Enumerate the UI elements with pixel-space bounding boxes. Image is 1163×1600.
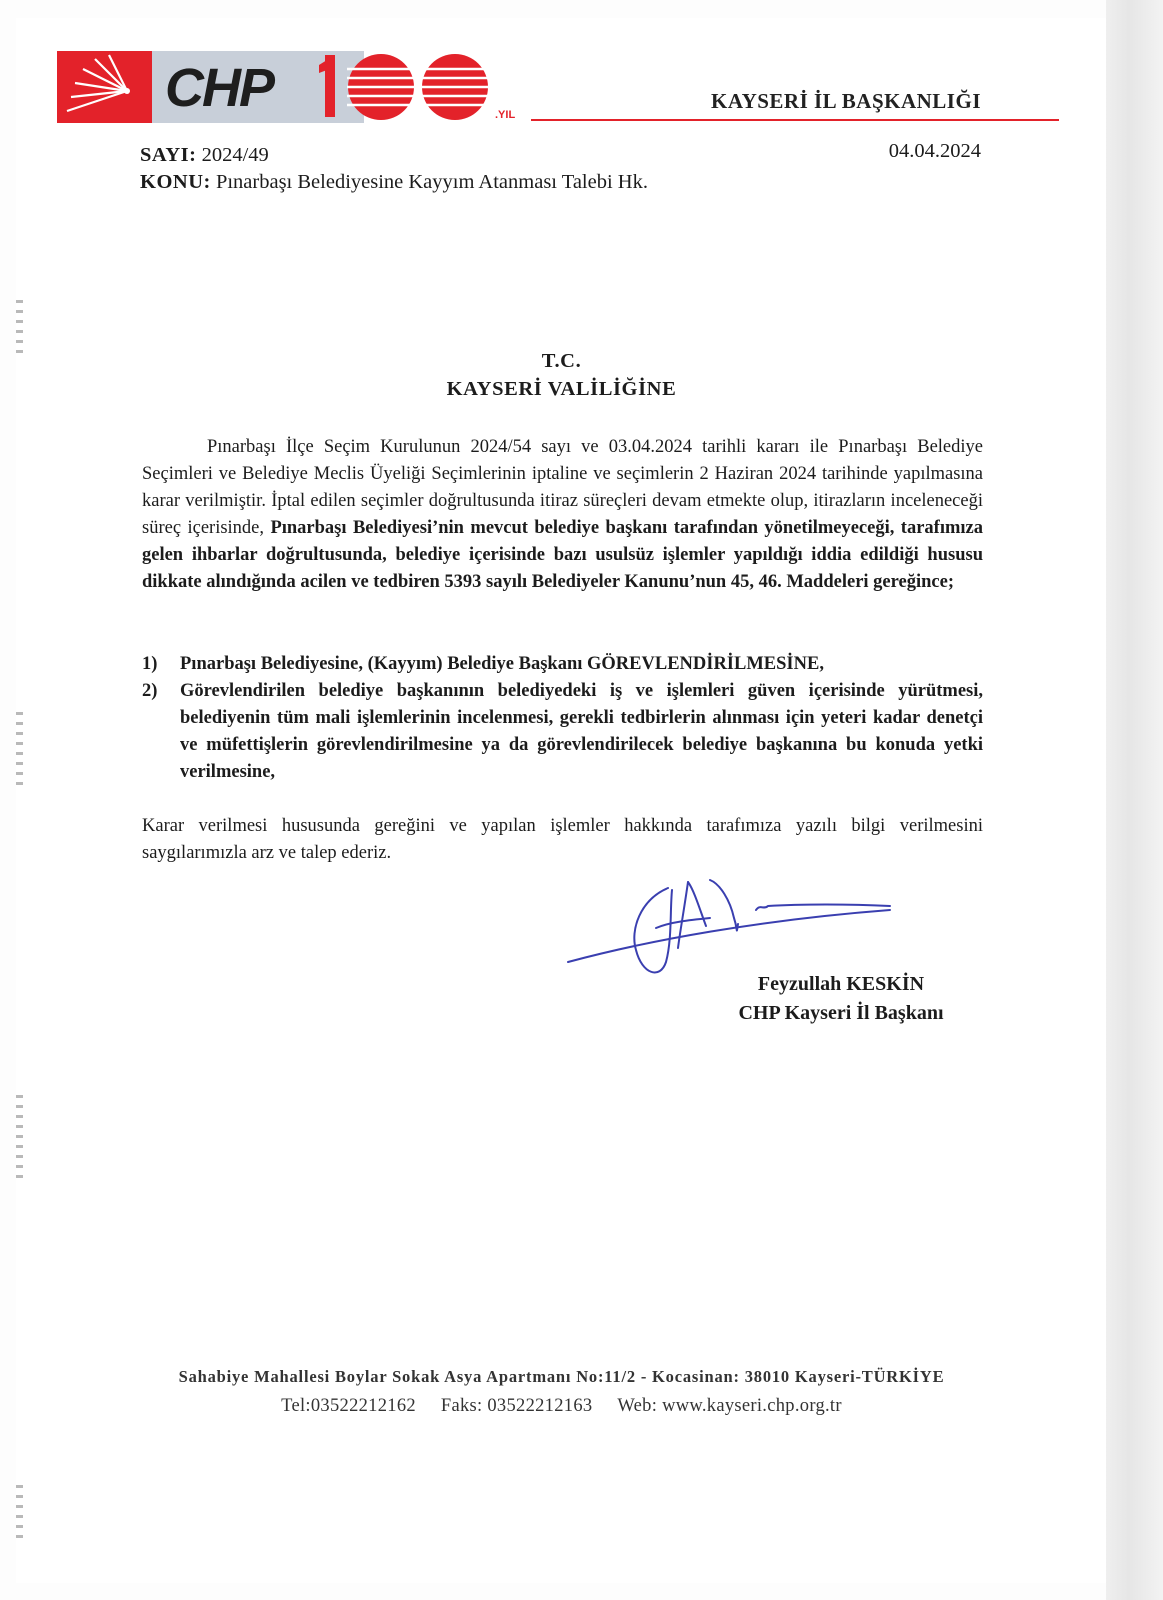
list-item-number: 1)	[142, 654, 158, 674]
list-item	[142, 678, 983, 786]
list-item-number: 2)	[142, 681, 158, 701]
konu-label: KONU:	[140, 171, 211, 193]
sayi-label: SAYI:	[140, 144, 197, 166]
footer-address: Sahabiye Mahallesi Boylar Sokak Asya Apartmanı No:11/2 - Kocasinan: 38010 Kayseri-TÜRKİYE	[178, 1367, 945, 1386]
sayi-line	[140, 142, 648, 169]
list-item	[142, 651, 983, 678]
konu-value: Pınarbaşı Belediyesine Kayyım Atanması Talebi Hk.	[215, 171, 648, 193]
recipient-line-1: T.C.	[541, 350, 582, 372]
document-date: 04.04.2024	[888, 140, 981, 162]
body-paragraph-bold: Pınarbaşı Belediyesi’nin mevcut belediye başkanı tarafından yönetilmeyeceği, tarafımıza gelen ihbarlar doğrultusunda, belediye içerisinde bazı usulsüz işlemler yapıldığı iddia edildiği hususu dikkate alındığında acilen ve tedbiren 5393 sayılı Belediyeler Kanunu’nun 45, 46. Maddeleri gereğince;	[142, 518, 983, 592]
scan-artifact	[16, 1095, 26, 1185]
footer-contact	[0, 1396, 1123, 1417]
signer-title: CHP Kayseri İl Başkanı	[738, 1002, 944, 1024]
logo-yil-text: .YIL	[495, 109, 516, 121]
sayi-value: 2024/49	[201, 144, 269, 166]
list-item-text: Görevlendirilen belediye başkanının belediyedeki iş ve işlemleri güven içerisinde yürütmesi, belediyenin tüm mali işlemlerinin incelenmesi, gerekli tedbirlerin alınması için yeteri kadar denetçi ve müfettişlerin görevlendirilmesine ya da görevlendirilecek belediye başkanına bu konuda yetki verilmesine,	[180, 681, 983, 782]
logo-chp-text: CHP	[165, 58, 274, 118]
signer-block	[723, 970, 959, 1028]
recipient-line-2: KAYSERİ VALİLİĞİNE	[446, 378, 677, 400]
footer-tel: Tel:03522212162	[281, 1396, 416, 1416]
logo-100-mark	[319, 51, 519, 123]
document-meta	[140, 142, 648, 196]
scan-artifact	[16, 712, 26, 792]
closing-paragraph: Karar verilmesi hususunda gereğini ve yapılan işlemler hakkında tarafımıza yazılı bilgi verilmesini saygılarımızla arz ve talep ederiz.	[142, 816, 983, 863]
signer-name: Feyzullah KESKİN	[757, 973, 925, 995]
body-paragraph-regular: Pınarbaşı İlçe Seçim Kurulunun 2024/54 sayı ve 03.04.2024 tarihli kararı ile Pınarbaşı Belediye Seçimleri ve Belediye Meclis Üyeliği Seçimlerinin iptaline ve seçimlerin 2 Haziran 2024 tarihinde yapılmasına karar verilmiştir. İptal edilen seçimler doğrultusunda itiraz süreçleri devam etmekte olup, itirazların inceleneceği süreç içerisinde,	[142, 437, 983, 538]
list-item-text: Pınarbaşı Belediyesine, (Kayyım) Belediye Başkanı GÖREVLENDİRİLMESİNE,	[180, 654, 824, 674]
scan-artifact	[16, 1485, 26, 1545]
body-paragraph	[142, 434, 983, 596]
scan-edge	[1106, 0, 1163, 1600]
request-list	[142, 651, 983, 786]
six-arrows-icon	[57, 51, 152, 123]
header-rule	[531, 119, 1059, 121]
konu-line	[140, 169, 648, 196]
footer-fax: Faks: 03522212163	[440, 1396, 593, 1416]
chp-100-logo	[57, 51, 527, 123]
footer-web: Web: www.kayseri.chp.org.tr	[617, 1396, 842, 1416]
org-title: KAYSERİ İL BAŞKANLIĞI	[711, 89, 981, 113]
document-page	[16, 18, 1106, 1583]
